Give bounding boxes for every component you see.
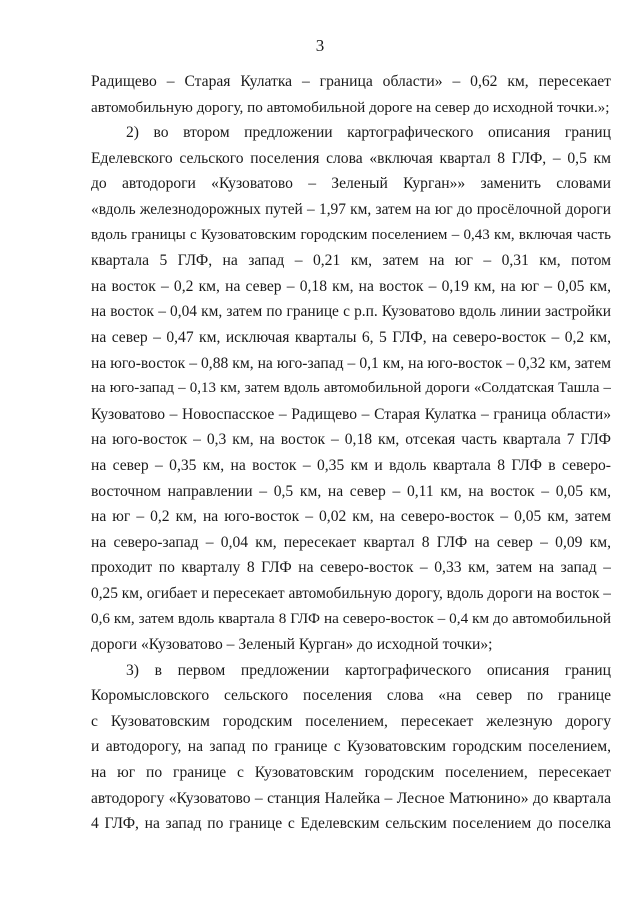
text-line: на юг по границе с Кузоватовским городским поселением, пересекает	[91, 764, 611, 782]
text-line: с Кузоватовским городским поселением, пересекает железную дорогу	[91, 712, 611, 730]
text-line: на север – 0,35 км, на восток – 0,35 км и вдоль квартала 8 ГЛФ в северо-	[91, 456, 611, 474]
text-line: автодорогу «Кузоватово – станция Налейка – Лесное Матюнино» до квартала	[91, 789, 611, 807]
text-line: 3) в первом предложении картографического описания границ	[126, 661, 611, 679]
text-line: дороги «Кузоватово – Зеленый Курган» до исходной точки»;	[91, 636, 493, 654]
text-line: на северо-запад – 0,04 км, пересекает квартал 8 ГЛФ на север – 0,09 км,	[91, 533, 611, 551]
text-line: восточном направлении – 0,5 км, на север – 0,11 км, на восток – 0,05 км,	[91, 482, 611, 500]
text-line: 0,25 км, огибает и пересекает автомобильную дорогу, вдоль дороги на восток –	[91, 584, 611, 602]
text-line: и автодорогу, на запад по границе с Кузоватовским городским поселением,	[91, 738, 611, 756]
text-line: 2) во втором предложении картографического описания границ	[126, 124, 611, 142]
text-line: на юг – 0,2 км, на юго-восток – 0,02 км, на северо-восток – 0,05 км, затем	[91, 508, 611, 526]
text-line: Еделевского сельского поселения слова «включая квартал 8 ГЛФ, – 0,5 км	[91, 149, 611, 167]
text-line: Коромысловского сельского поселения слова «на север по границе	[91, 687, 611, 705]
text-line: 4 ГЛФ, на запад по границе с Еделевским сельским поселением до поселка	[91, 815, 611, 833]
text-line: на восток – 0,04 км, затем по границе с р.п. Кузоватово вдоль линии застройки	[91, 303, 611, 321]
text-line: на север – 0,47 км, исключая кварталы 6, 5 ГЛФ, на северо-восток – 0,2 км,	[91, 328, 611, 346]
text-line: автомобильную дорогу, по автомобильной дороге на север до исходной точки.»;	[91, 98, 610, 116]
text-line: на восток – 0,2 км, на север – 0,18 км, на восток – 0,19 км, на юг – 0,05 км,	[91, 277, 611, 295]
text-line: проходит по кварталу 8 ГЛФ на северо-восток – 0,33 км, затем на запад –	[91, 559, 611, 577]
text-line: на юго-восток – 0,3 км, на восток – 0,18 км, отсекая часть квартала 7 ГЛФ	[91, 431, 611, 449]
text-line: Кузоватово – Новоспасское – Радищево – Старая Кулатка – граница области»	[91, 405, 611, 423]
text-line: до автодороги «Кузоватово – Зеленый Курган»» заменить словами	[91, 175, 611, 193]
text-line: квартала 5 ГЛФ, на запад – 0,21 км, затем на юг – 0,31 км, потом	[91, 252, 611, 270]
text-line: на юго-восток – 0,88 км, на юго-запад – 0,1 км, на юго-восток – 0,32 км, затем	[91, 354, 611, 372]
document-body	[91, 69, 611, 837]
text-line: на юго-запад – 0,13 км, затем вдоль автомобильной дороги «Солдатская Ташла –	[91, 380, 611, 397]
text-line: 0,6 км, затем вдоль квартала 8 ГЛФ на северо-восток – 0,4 км до автомобильной	[91, 610, 611, 628]
text-line: Радищево – Старая Кулатка – граница области» – 0,62 км, пересекает	[91, 73, 611, 90]
text-line: «вдоль железнодорожных путей – 1,97 км, затем на юг до просёлочной дороги	[91, 200, 611, 218]
text-line: вдоль границы с Кузоватовским городским поселением – 0,43 км, включая часть	[91, 226, 611, 243]
page-number: 3	[315, 36, 325, 55]
